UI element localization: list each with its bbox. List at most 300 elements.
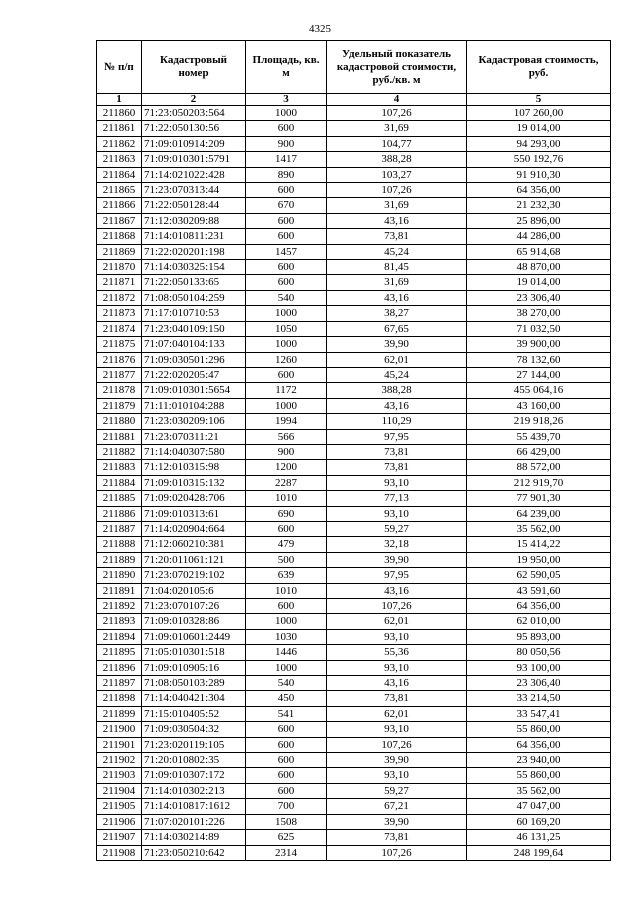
cadastral-value-cell: 21 232,30	[467, 198, 611, 213]
row-number-cell: 211901	[97, 737, 142, 752]
cadastral-value-cell: 88 572,00	[467, 460, 611, 475]
cadastral-number-cell: 71:09:030501:296	[142, 352, 246, 367]
cadastral-number-cell: 71:23:020119:105	[142, 737, 246, 752]
row-number-cell: 211905	[97, 799, 142, 814]
specific-value-cell: 38,27	[327, 306, 467, 321]
cadastral-value-table	[96, 40, 611, 861]
specific-value-cell: 31,69	[327, 198, 467, 213]
cadastral-value-cell: 64 356,00	[467, 183, 611, 198]
cadastral-value-cell: 23 940,00	[467, 753, 611, 768]
specific-value-cell: 107,26	[327, 183, 467, 198]
area-cell: 1000	[246, 398, 327, 413]
table-row	[97, 660, 611, 675]
cadastral-number-cell: 71:14:010817:1612	[142, 799, 246, 814]
column-number: 4	[327, 94, 467, 106]
specific-value-cell: 62,01	[327, 352, 467, 367]
specific-value-cell: 107,26	[327, 599, 467, 614]
cadastral-number-cell: 71:04:020105:6	[142, 583, 246, 598]
table-row	[97, 213, 611, 228]
row-number-cell: 211873	[97, 306, 142, 321]
table-row	[97, 290, 611, 305]
row-number-cell: 211860	[97, 106, 142, 121]
row-number-cell: 211881	[97, 429, 142, 444]
row-number-cell: 211869	[97, 244, 142, 259]
cadastral-number-cell: 71:09:010301:5654	[142, 383, 246, 398]
column-number: 3	[246, 94, 327, 106]
cadastral-value-cell: 248 199,64	[467, 845, 611, 860]
row-number-cell: 211907	[97, 830, 142, 845]
table-row	[97, 706, 611, 721]
area-cell: 670	[246, 198, 327, 213]
specific-value-cell: 73,81	[327, 444, 467, 459]
specific-value-cell: 39,90	[327, 337, 467, 352]
row-number-cell: 211896	[97, 660, 142, 675]
row-number-cell: 211875	[97, 337, 142, 352]
specific-value-cell: 97,95	[327, 568, 467, 583]
cadastral-value-cell: 550 192,76	[467, 152, 611, 167]
area-cell: 600	[246, 260, 327, 275]
cadastral-value-cell: 25 896,00	[467, 213, 611, 228]
specific-value-cell: 73,81	[327, 691, 467, 706]
row-number-cell: 211872	[97, 290, 142, 305]
cadastral-number-cell: 71:23:070107:26	[142, 599, 246, 614]
area-cell: 1000	[246, 614, 327, 629]
area-cell: 1010	[246, 491, 327, 506]
specific-value-cell: 55,36	[327, 645, 467, 660]
area-cell: 600	[246, 183, 327, 198]
area-cell: 1260	[246, 352, 327, 367]
row-number-cell: 211880	[97, 414, 142, 429]
area-cell: 600	[246, 367, 327, 382]
cadastral-value-cell: 64 356,00	[467, 737, 611, 752]
page-number: 4325	[309, 23, 331, 35]
specific-value-cell: 67,21	[327, 799, 467, 814]
area-cell: 690	[246, 506, 327, 521]
specific-value-cell: 62,01	[327, 614, 467, 629]
area-cell: 600	[246, 213, 327, 228]
specific-value-cell: 388,28	[327, 152, 467, 167]
area-cell: 600	[246, 768, 327, 783]
specific-value-cell: 32,18	[327, 537, 467, 552]
cadastral-number-cell: 71:11:010104:288	[142, 398, 246, 413]
table-row	[97, 121, 611, 136]
area-cell: 2287	[246, 475, 327, 490]
cadastral-value-cell: 19 014,00	[467, 121, 611, 136]
area-cell: 1417	[246, 152, 327, 167]
cadastral-number-cell: 71:07:020101:226	[142, 814, 246, 829]
header-area: Площадь, кв. м	[246, 41, 327, 94]
table-row	[97, 367, 611, 382]
specific-value-cell: 43,16	[327, 290, 467, 305]
specific-value-cell: 43,16	[327, 676, 467, 691]
row-number-cell: 211876	[97, 352, 142, 367]
cadastral-value-cell: 35 562,00	[467, 783, 611, 798]
area-cell: 479	[246, 537, 327, 552]
header-specific-value: Удельный показатель кадастровой стоимости, руб./кв. м	[327, 41, 467, 94]
cadastral-number-cell: 71:17:010710:53	[142, 306, 246, 321]
specific-value-cell: 93,10	[327, 768, 467, 783]
cadastral-value-cell: 80 050,56	[467, 645, 611, 660]
cadastral-number-cell: 71:09:010328:86	[142, 614, 246, 629]
specific-value-cell: 73,81	[327, 460, 467, 475]
column-number: 1	[97, 94, 142, 106]
table-row	[97, 568, 611, 583]
area-cell: 600	[246, 737, 327, 752]
table-row	[97, 475, 611, 490]
row-number-cell: 211879	[97, 398, 142, 413]
row-number-cell: 211868	[97, 229, 142, 244]
row-number-cell: 211864	[97, 167, 142, 182]
area-cell: 600	[246, 521, 327, 536]
column-number: 5	[467, 94, 611, 106]
table-row	[97, 737, 611, 752]
row-number-cell: 211887	[97, 521, 142, 536]
cadastral-value-cell: 60 169,20	[467, 814, 611, 829]
specific-value-cell: 43,16	[327, 583, 467, 598]
area-cell: 1508	[246, 814, 327, 829]
cadastral-value-cell: 44 286,00	[467, 229, 611, 244]
cadastral-value-cell: 219 918,26	[467, 414, 611, 429]
specific-value-cell: 39,90	[327, 753, 467, 768]
specific-value-cell: 31,69	[327, 275, 467, 290]
table-row	[97, 599, 611, 614]
row-number-cell: 211895	[97, 645, 142, 660]
cadastral-number-cell: 71:09:010914:209	[142, 136, 246, 151]
table-row	[97, 768, 611, 783]
specific-value-cell: 43,16	[327, 213, 467, 228]
table-row	[97, 583, 611, 598]
table-row	[97, 691, 611, 706]
row-number-cell: 211897	[97, 676, 142, 691]
specific-value-cell: 93,10	[327, 506, 467, 521]
cadastral-value-cell: 27 144,00	[467, 367, 611, 382]
cadastral-number-cell: 71:23:070219:102	[142, 568, 246, 583]
area-cell: 1172	[246, 383, 327, 398]
table-row	[97, 676, 611, 691]
specific-value-cell: 388,28	[327, 383, 467, 398]
row-number-cell: 211865	[97, 183, 142, 198]
cadastral-number-cell: 71:14:040421:304	[142, 691, 246, 706]
area-cell: 1446	[246, 645, 327, 660]
cadastral-value-cell: 23 306,40	[467, 290, 611, 305]
row-number-cell: 211902	[97, 753, 142, 768]
cadastral-value-cell: 77 901,30	[467, 491, 611, 506]
specific-value-cell: 39,90	[327, 552, 467, 567]
cadastral-number-cell: 71:14:021022:428	[142, 167, 246, 182]
area-cell: 639	[246, 568, 327, 583]
table-row	[97, 183, 611, 198]
cadastral-number-cell: 71:09:010601:2449	[142, 629, 246, 644]
row-number-cell: 211888	[97, 537, 142, 552]
table-row	[97, 460, 611, 475]
area-cell: 1000	[246, 306, 327, 321]
cadastral-value-cell: 38 270,00	[467, 306, 611, 321]
table-row	[97, 229, 611, 244]
table-body	[97, 94, 611, 861]
area-cell: 900	[246, 444, 327, 459]
cadastral-value-cell: 48 870,00	[467, 260, 611, 275]
row-number-cell: 211884	[97, 475, 142, 490]
row-number-cell: 211908	[97, 845, 142, 860]
cadastral-value-cell: 55 439,70	[467, 429, 611, 444]
cadastral-value-cell: 62 590,05	[467, 568, 611, 583]
row-number-cell: 211862	[97, 136, 142, 151]
area-cell: 1030	[246, 629, 327, 644]
row-number-cell: 211867	[97, 213, 142, 228]
table-row	[97, 753, 611, 768]
table-row	[97, 845, 611, 860]
row-number-cell: 211898	[97, 691, 142, 706]
area-cell: 566	[246, 429, 327, 444]
row-number-cell: 211904	[97, 783, 142, 798]
table-row	[97, 537, 611, 552]
row-number-cell: 211870	[97, 260, 142, 275]
row-number-cell: 211886	[97, 506, 142, 521]
area-cell: 1010	[246, 583, 327, 598]
area-cell: 600	[246, 783, 327, 798]
area-cell: 1050	[246, 321, 327, 336]
cadastral-number-cell: 71:08:050103:289	[142, 676, 246, 691]
specific-value-cell: 62,01	[327, 706, 467, 721]
row-number-cell: 211893	[97, 614, 142, 629]
row-number-cell: 211889	[97, 552, 142, 567]
area-cell: 2314	[246, 845, 327, 860]
cadastral-value-cell: 455 064,16	[467, 383, 611, 398]
row-number-cell: 211890	[97, 568, 142, 583]
table-row	[97, 306, 611, 321]
specific-value-cell: 93,10	[327, 475, 467, 490]
area-cell: 600	[246, 722, 327, 737]
row-number-cell: 211903	[97, 768, 142, 783]
cadastral-number-cell: 71:22:050130:56	[142, 121, 246, 136]
cadastral-value-cell: 71 032,50	[467, 321, 611, 336]
area-cell: 600	[246, 275, 327, 290]
cadastral-number-cell: 71:23:040109:150	[142, 321, 246, 336]
column-number: 2	[142, 94, 246, 106]
specific-value-cell: 45,24	[327, 367, 467, 382]
cadastral-number-cell: 71:22:050133:65	[142, 275, 246, 290]
cadastral-number-cell: 71:14:010302:213	[142, 783, 246, 798]
row-number-cell: 211863	[97, 152, 142, 167]
cadastral-number-cell: 71:23:050210:642	[142, 845, 246, 860]
table-row	[97, 614, 611, 629]
row-number-cell: 211894	[97, 629, 142, 644]
area-cell: 890	[246, 167, 327, 182]
row-number-cell: 211866	[97, 198, 142, 213]
cadastral-value-cell: 55 860,00	[467, 722, 611, 737]
table-row	[97, 106, 611, 121]
cadastral-value-cell: 15 414,22	[467, 537, 611, 552]
specific-value-cell: 103,27	[327, 167, 467, 182]
area-cell: 1994	[246, 414, 327, 429]
cadastral-number-cell: 71:14:010811:231	[142, 229, 246, 244]
cadastral-number-cell: 71:09:010307:172	[142, 768, 246, 783]
cadastral-value-cell: 94 293,00	[467, 136, 611, 151]
cadastral-value-cell: 43 160,00	[467, 398, 611, 413]
table-row	[97, 244, 611, 259]
row-number-cell: 211899	[97, 706, 142, 721]
cadastral-number-cell: 71:08:050104:259	[142, 290, 246, 305]
cadastral-number-cell: 71:09:010315:132	[142, 475, 246, 490]
table-row	[97, 414, 611, 429]
cadastral-number-cell: 71:22:020205:47	[142, 367, 246, 382]
cadastral-number-cell: 71:09:010905:16	[142, 660, 246, 675]
cadastral-number-cell: 71:09:030504:32	[142, 722, 246, 737]
specific-value-cell: 59,27	[327, 783, 467, 798]
header-cadastral-number: Кадастровый номер	[142, 41, 246, 94]
row-number-cell: 211877	[97, 367, 142, 382]
table-row	[97, 783, 611, 798]
cadastral-value-cell: 212 919,70	[467, 475, 611, 490]
row-number-cell: 211900	[97, 722, 142, 737]
row-number-cell: 211861	[97, 121, 142, 136]
area-cell: 600	[246, 121, 327, 136]
specific-value-cell: 93,10	[327, 660, 467, 675]
area-cell: 900	[246, 136, 327, 151]
row-number-cell: 211891	[97, 583, 142, 598]
cadastral-number-cell: 71:09:010313:61	[142, 506, 246, 521]
cadastral-number-cell: 71:20:010802:35	[142, 753, 246, 768]
cadastral-number-cell: 71:05:010301:518	[142, 645, 246, 660]
table-row	[97, 799, 611, 814]
table-row	[97, 337, 611, 352]
area-cell: 1000	[246, 337, 327, 352]
specific-value-cell: 93,10	[327, 722, 467, 737]
specific-value-cell: 81,45	[327, 260, 467, 275]
cadastral-value-cell: 55 860,00	[467, 768, 611, 783]
cadastral-number-cell: 71:12:010315:98	[142, 460, 246, 475]
cadastral-number-cell: 71:23:050203:564	[142, 106, 246, 121]
table-row	[97, 152, 611, 167]
table-row	[97, 383, 611, 398]
area-cell: 625	[246, 830, 327, 845]
table-row	[97, 444, 611, 459]
table-row	[97, 521, 611, 536]
table-row	[97, 260, 611, 275]
cadastral-value-cell: 78 132,60	[467, 352, 611, 367]
cadastral-number-cell: 71:12:060210:381	[142, 537, 246, 552]
area-cell: 1000	[246, 106, 327, 121]
specific-value-cell: 97,95	[327, 429, 467, 444]
cadastral-number-cell: 71:20:011061:121	[142, 552, 246, 567]
cadastral-value-cell: 43 591,60	[467, 583, 611, 598]
cadastral-value-cell: 35 562,00	[467, 521, 611, 536]
row-number-cell: 211892	[97, 599, 142, 614]
table-row	[97, 645, 611, 660]
cadastral-number-cell: 71:09:020428:706	[142, 491, 246, 506]
row-number-cell: 211871	[97, 275, 142, 290]
cadastral-number-cell: 71:23:030209:106	[142, 414, 246, 429]
area-cell: 1000	[246, 660, 327, 675]
table-row	[97, 429, 611, 444]
cadastral-value-cell: 46 131,25	[467, 830, 611, 845]
specific-value-cell: 43,16	[327, 398, 467, 413]
specific-value-cell: 31,69	[327, 121, 467, 136]
cadastral-number-cell: 71:14:020904:664	[142, 521, 246, 536]
cadastral-number-cell: 71:09:010301:5791	[142, 152, 246, 167]
row-number-cell: 211883	[97, 460, 142, 475]
cadastral-number-cell: 71:15:010405:52	[142, 706, 246, 721]
specific-value-cell: 59,27	[327, 521, 467, 536]
cadastral-number-cell: 71:22:050128:44	[142, 198, 246, 213]
table-row	[97, 814, 611, 829]
row-number-cell: 211882	[97, 444, 142, 459]
specific-value-cell: 93,10	[327, 629, 467, 644]
table-row	[97, 830, 611, 845]
cadastral-value-cell: 23 306,40	[467, 676, 611, 691]
cadastral-number-cell: 71:07:040104:133	[142, 337, 246, 352]
cadastral-number-cell: 71:14:040307:580	[142, 444, 246, 459]
cadastral-value-cell: 95 893,00	[467, 629, 611, 644]
area-cell: 1200	[246, 460, 327, 475]
specific-value-cell: 110,29	[327, 414, 467, 429]
table-row	[97, 275, 611, 290]
specific-value-cell: 107,26	[327, 845, 467, 860]
cadastral-number-cell: 71:23:070311:21	[142, 429, 246, 444]
area-cell: 600	[246, 599, 327, 614]
area-cell: 500	[246, 552, 327, 567]
cadastral-value-cell: 64 356,00	[467, 599, 611, 614]
specific-value-cell: 104,77	[327, 136, 467, 151]
cadastral-value-cell: 91 910,30	[467, 167, 611, 182]
table-row	[97, 198, 611, 213]
specific-value-cell: 39,90	[327, 814, 467, 829]
table-row	[97, 506, 611, 521]
specific-value-cell: 73,81	[327, 830, 467, 845]
table-row	[97, 491, 611, 506]
column-number-row	[97, 94, 611, 106]
specific-value-cell: 73,81	[327, 229, 467, 244]
table-row	[97, 136, 611, 151]
cadastral-value-cell: 47 047,00	[467, 799, 611, 814]
specific-value-cell: 77,13	[327, 491, 467, 506]
cadastral-value-cell: 39 900,00	[467, 337, 611, 352]
cadastral-number-cell: 71:22:020201:198	[142, 244, 246, 259]
table-row	[97, 552, 611, 567]
cadastral-value-cell: 19 950,00	[467, 552, 611, 567]
row-number-cell: 211885	[97, 491, 142, 506]
area-cell: 541	[246, 706, 327, 721]
table-header	[97, 41, 611, 94]
cadastral-value-cell: 93 100,00	[467, 660, 611, 675]
area-cell: 600	[246, 229, 327, 244]
cadastral-number-cell: 71:14:030325:154	[142, 260, 246, 275]
area-cell: 540	[246, 676, 327, 691]
cadastral-value-cell: 33 547,41	[467, 706, 611, 721]
header-cadastral-value: Кадастровая стоимость, руб.	[467, 41, 611, 94]
area-cell: 540	[246, 290, 327, 305]
cadastral-value-cell: 65 914,68	[467, 244, 611, 259]
row-number-cell: 211874	[97, 321, 142, 336]
specific-value-cell: 107,26	[327, 106, 467, 121]
table-row	[97, 167, 611, 182]
specific-value-cell: 45,24	[327, 244, 467, 259]
cadastral-value-cell: 62 010,00	[467, 614, 611, 629]
cadastral-number-cell: 71:12:030209:88	[142, 213, 246, 228]
cadastral-value-cell: 64 239,00	[467, 506, 611, 521]
area-cell: 600	[246, 753, 327, 768]
table-row	[97, 352, 611, 367]
specific-value-cell: 67,65	[327, 321, 467, 336]
cadastral-value-cell: 107 260,00	[467, 106, 611, 121]
row-number-cell: 211906	[97, 814, 142, 829]
cadastral-value-cell: 33 214,50	[467, 691, 611, 706]
table-row	[97, 398, 611, 413]
area-cell: 1457	[246, 244, 327, 259]
cadastral-number-cell: 71:23:070313:44	[142, 183, 246, 198]
table-row	[97, 321, 611, 336]
area-cell: 700	[246, 799, 327, 814]
